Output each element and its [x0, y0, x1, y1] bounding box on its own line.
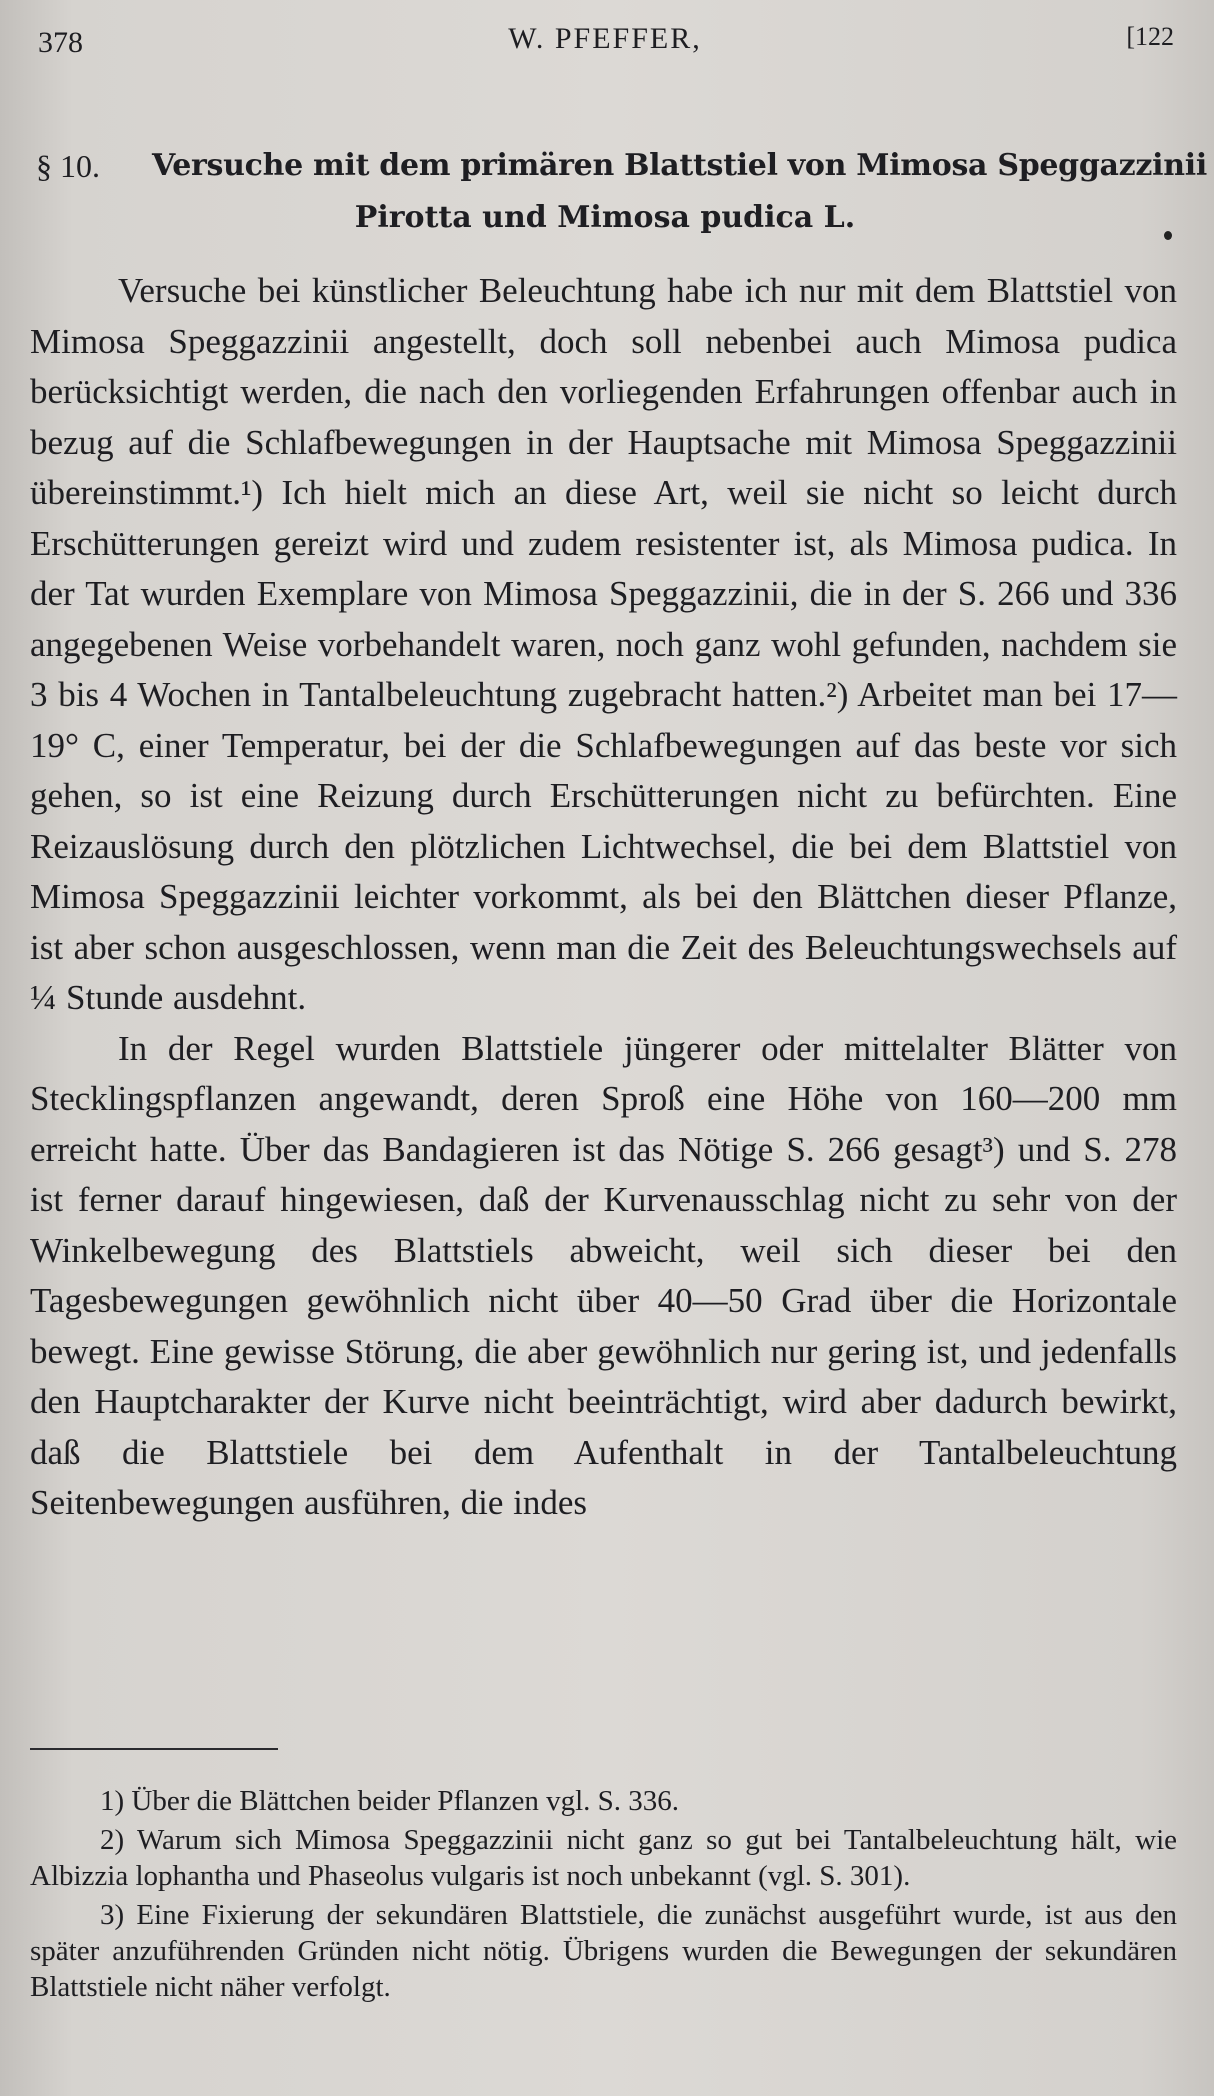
footnote-separator [30, 1748, 278, 1750]
paragraph: Versuche bei künstlicher Beleuchtung habe ich nur mit dem Blattstiel von Mimosa Speggazzinii angestellt, doch soll nebenbei auch Mimosa pudica berücksichtigt werden, die nach den vorliegenden Erfahrungen offenbar auch in bezug auf die Schlafbewegungen in der Hauptsache mit Mimosa Speggazzinii übereinstimmt.¹) Ich hielt mich an diese Art, weil sie nicht so leicht durch Erschütterungen gereizt wird und zudem resistenter ist, als Mimosa pudica. In der Tat wurden Exemplare von Mimosa Speggazzinii, die in der S. 266 und 336 angegebenen Weise vorbehandelt waren, noch ganz wohl gefunden, nachdem sie 3 bis 4 Wochen in Tantalbeleuchtung zugebracht hatten.²) Arbeitet man bei 17—19° C, einer Temperatur, bei der die Schlafbewegungen auf das beste vor sich gehen, so ist eine Reizung durch Erschütterungen nicht zu befürchten. Eine Reizauslösung durch den plötzlichen Lichtwechsel, die bei dem Blattstiel von Mimosa Speggazzinii leichter vorkommt, als bei den Blättchen dieser Pflanze, ist aber schon ausgeschlossen, wenn man die Zeit des Beleuchtungswechsels auf ¼ Stunde ausdehnt. [30, 271, 1177, 1017]
section-number: § 10. [36, 148, 100, 184]
footnote-1: 1) Über die Blättchen beider Pflanzen vgl. S. 336. [100, 1785, 680, 1817]
running-head-author: W. PFEFFER, [508, 22, 702, 55]
ink-speck [1164, 231, 1172, 240]
section-title-line-1: Versuche mit dem primären Blattstiel von Mimosa Speggazzinii [152, 148, 1207, 183]
page-number: 378 [38, 26, 83, 59]
footnotes [30, 1783, 1177, 2008]
section-title-line-2: Pirotta und Mimosa pudica L. [354, 200, 856, 235]
footnote-3: 3) Eine Fixierung der sekundären Blattstiele, die zunächst ausgeführt wurde, ist aus den später anzuführenden Gründen nicht nötig. Übrigens wurden die Bewegungen der sekundären Blattstiele nicht näher verfolgt. [30, 1899, 1177, 2003]
body-text [30, 266, 1177, 1529]
paragraph: In der Regel wurden Blattstiele jüngerer oder mittelalter Blätter von Stecklingspflanzen angewandt, deren Sproß eine Höhe von 160—200 mm erreicht hatte. Über das Bandagieren ist das Nötige S. 266 gesagt³) und S. 278 ist ferner darauf hingewiesen, daß der Kurvenausschlag nicht zu sehr von der Winkelbewegung des Blattstiels abweicht, weil sich dieser bei den Tagesbewegungen gewöhnlich nicht über 40—50 Grad über die Horizontale bewegt. Eine gewisse Störung, die aber gewöhnlich nur gering ist, und jedenfalls den Hauptcharakter der Kurve nicht beeinträchtigt, wird aber dadurch bewirkt, daß die Blattstiele bei dem Aufenthalt in der Tantalbeleuchtung Seitenbewegungen ausführen, die indes [30, 1028, 1177, 1522]
original-page-marker: [122 [1126, 22, 1174, 51]
running-head [30, 22, 1180, 66]
footnote-2: 2) Warum sich Mimosa Speggazzinii nicht ganz so gut bei Tantalbeleuchtung hält, wie Albizzia lophantha und Phaseolus vulgaris ist noch unbekannt (vgl. S. 301). [30, 1824, 1177, 1892]
